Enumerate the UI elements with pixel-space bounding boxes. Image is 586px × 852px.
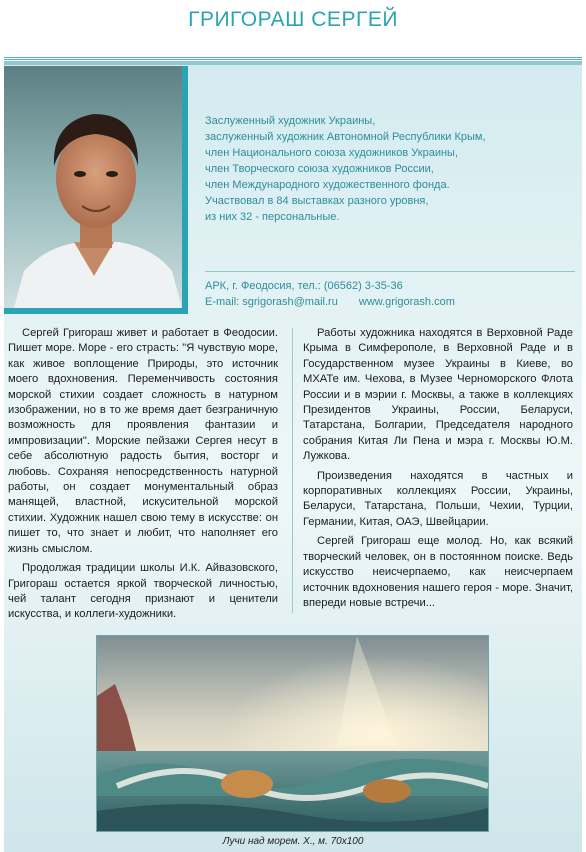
article-paragraph: Работы художника находятся в Верховной Раде Крыма в Симферополе, в Верховной Раде и в Государственном музее Украины в Киеве, во МХАТе им. Чехова, в Музее Черноморского Флота России и в мэрии г. Москвы, а также в коллекциях Президентов Украины, России, Беларуси, Татарстана, Болгарии, Председателя народного собрания Китая Ли Пена и мэра г. Москвы Ю.М. Лужкова. [303, 327, 573, 463]
article-paragraph: Произведения находятся в частных и корпоративных коллекциях России, Украины, Беларуси, Татарстана, Польши, Чехии, Турции, Германии, Китая, ОАЭ, Швейцарии. [303, 469, 573, 528]
contact-block [205, 278, 575, 310]
bio-line: заслуженный художник Автономной Республики Крым, [205, 131, 486, 143]
painting-caption: Лучи над морем. Х., м. 70х100 [222, 836, 364, 847]
title-rule-secondary [4, 59, 582, 60]
portrait-photo [4, 66, 182, 308]
top-band [4, 61, 582, 65]
bio-block [205, 113, 565, 225]
contact-website[interactable]: www.grigorash.com [358, 296, 455, 308]
article-right-column [303, 326, 573, 615]
seascape-illustration [97, 636, 488, 831]
painting-image [96, 635, 489, 832]
portrait-frame [4, 66, 188, 314]
contact-divider [205, 271, 575, 272]
article-paragraph: Продолжая традиции школы И.К. Айвазовского, Григораш остается яркой творческой личностью, чей талант сегодня признают и ценители искусства, и коллеги-художники. [8, 562, 278, 621]
contact-email-line [205, 294, 575, 310]
contact-email[interactable]: E-mail: sgrigorash@mail.ru [205, 296, 338, 308]
article-paragraph: Сергей Григораш еще молод. Но, как всякий творческий человек, он в постоянном поиске. Ведь искусство неисчерпаемо, как неисчерпаем источник вдохновения нашего героя - море. Значит, впереди новые встречи... [303, 535, 573, 609]
bio-line: член Творческого союза художников России, [205, 163, 434, 175]
bio-line: из них 32 - персональные. [205, 211, 340, 223]
bio-line: Участвовал в 84 выставках разного уровня, [205, 195, 429, 207]
article-left-column [8, 326, 278, 627]
bio-line: член Национального союза художников Украины, [205, 147, 459, 159]
column-separator [292, 328, 293, 613]
contact-address: АРК, г. Феодосия, тел.: (06562) 3-35-36 [205, 280, 403, 292]
title-rule [4, 57, 582, 58]
portrait-illustration [4, 66, 182, 308]
page-title: ГРИГОРАШ СЕРГЕЙ [188, 8, 398, 31]
article-paragraph: Сергей Григораш живет и работает в Феодосии. Пишет море. Море - его страсть: "Я чувствую море, как живое воплощение Природы, это источник моего вдохновения. Переменчивость состояния морской стихии создает сложность в натурном изображении, но в то же время дает безграничную возможность для проявления фантазии и импровизации". Морские пейзажи Сергея несут в себе абсолютную радость бытия, восторг и любовь. Сохраняя непосредственность натурной работы, он создает монументальный образ манящей, властной, искусительной морской стихии. Художник нашел свою тему в искусстве: он пишет то, что знает и любит, что наполняет его жизнь смыслом. [8, 327, 278, 555]
bio-line: Заслуженный художник Украины, [205, 115, 376, 127]
bio-line: член Международного художественного фонда. [205, 179, 450, 191]
